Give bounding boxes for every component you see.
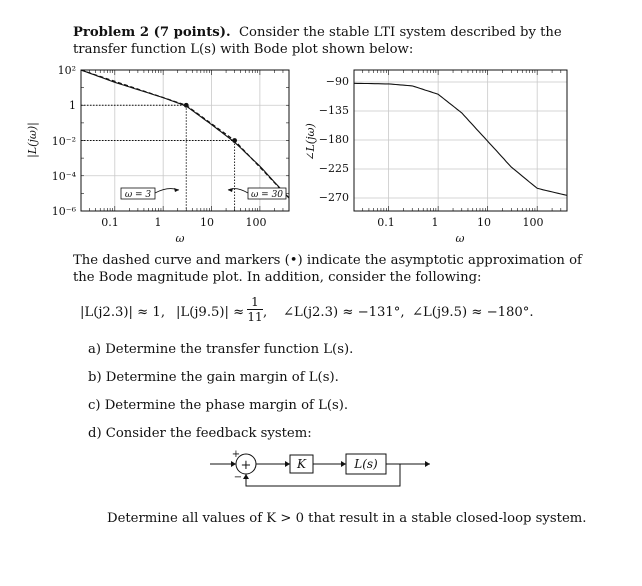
mag-xtick-4: 100 bbox=[245, 216, 267, 229]
mag-ylabel: |L(jω)| bbox=[26, 122, 39, 158]
ph-ylabel: ∠L(jω) bbox=[304, 123, 317, 161]
marker2-label: ω = 30 bbox=[250, 190, 284, 200]
mag-xtick-3: 10 bbox=[200, 216, 214, 229]
mag-ytick-2: 1 bbox=[69, 99, 76, 112]
feedback-arrowhead bbox=[243, 474, 249, 479]
marker2-arrowhead bbox=[228, 188, 233, 192]
final-question: Determine all values of K > 0 that result in a stable closed-loop system. bbox=[107, 511, 587, 526]
input-arrowhead bbox=[231, 461, 236, 467]
ph-xtick-1: 0.1 bbox=[377, 216, 395, 229]
magnitude-asymptote bbox=[81, 70, 289, 198]
paragraph-line-2: the Bode magnitude plot. In addition, consider the following: bbox=[73, 270, 482, 285]
phase-grid bbox=[354, 70, 567, 211]
phase-plot bbox=[300, 58, 580, 248]
ph-xtick-2: 1 bbox=[431, 216, 439, 229]
sum-symbol: + bbox=[240, 458, 252, 473]
output-arrowhead bbox=[425, 461, 430, 467]
mag-ytick-3: 10⁻² bbox=[51, 135, 76, 148]
ph-ytick-3: −180 bbox=[318, 133, 349, 146]
problem-heading bbox=[73, 24, 562, 41]
marker-point-1 bbox=[184, 103, 189, 108]
gain-label: K bbox=[297, 457, 306, 471]
question-c: c) Determine the phase margin of L(s). bbox=[88, 398, 349, 413]
ph-ytick-4: −225 bbox=[318, 162, 349, 175]
marker-point-2 bbox=[232, 138, 237, 143]
paragraph-line-1: The dashed curve and markers (•) indicate the asymptotic approximation of bbox=[73, 253, 582, 268]
eq-mag-2p3: |L(j2.3)| ≈ 1, bbox=[80, 305, 166, 320]
plant-label: L(s) bbox=[354, 457, 378, 471]
eq-fraction bbox=[247, 295, 263, 324]
mag-xlabel: ω bbox=[175, 232, 185, 245]
fraction-denominator: 11 bbox=[247, 310, 263, 324]
ph-ytick-2: −135 bbox=[318, 104, 349, 117]
magnitude-plot bbox=[0, 58, 300, 248]
k-to-plant-arrowhead bbox=[341, 461, 346, 467]
block-diagram bbox=[200, 446, 440, 492]
minus-sign: − bbox=[233, 472, 243, 483]
eq-mag-9p5: |L(j9.5)| ≈ bbox=[176, 305, 245, 320]
problem-intro-2: transfer function L(s) with Bode plot shown below: bbox=[73, 42, 414, 57]
question-d: d) Consider the feedback system: bbox=[88, 426, 312, 441]
ph-xlabel: ω bbox=[455, 232, 465, 245]
mag-xtick-1: 0.1 bbox=[101, 216, 119, 229]
mag-ytick-5: 10⁻⁶ bbox=[51, 205, 76, 218]
eq-phase-9p5: ∠L(j9.5) ≈ −180°. bbox=[412, 305, 534, 320]
problem-intro-1: Consider the stable LTI system described by the bbox=[238, 25, 562, 40]
mag-ytick-1: 10² bbox=[57, 64, 76, 77]
ph-ytick-1: −90 bbox=[325, 75, 349, 88]
ph-xtick-3: 10 bbox=[477, 216, 491, 229]
mag-ytick-4: 10⁻⁴ bbox=[51, 170, 76, 183]
eq-comma: , bbox=[263, 305, 268, 320]
plus-sign: + bbox=[231, 449, 241, 460]
marker1-arrowhead bbox=[174, 188, 179, 192]
question-b: b) Determine the gain margin of L(s). bbox=[88, 370, 339, 385]
phase-curve bbox=[354, 83, 567, 195]
mag-xtick-2: 1 bbox=[154, 216, 162, 229]
ph-ytick-5: −270 bbox=[318, 191, 349, 204]
marker1-label: ω = 3 bbox=[124, 190, 152, 200]
ph-xtick-4: 100 bbox=[522, 216, 544, 229]
phase-frame bbox=[354, 70, 567, 211]
sum-to-k-arrowhead bbox=[285, 461, 290, 467]
problem-title: Problem 2 (7 points). bbox=[73, 25, 231, 40]
eq-phase-2p3: ∠L(j2.3) ≈ −131°, bbox=[283, 305, 405, 320]
fraction-numerator: 1 bbox=[251, 295, 259, 309]
question-a: a) Determine the transfer function L(s). bbox=[88, 342, 354, 357]
magnitude-curve bbox=[81, 70, 289, 198]
phase-minor-ticks bbox=[354, 70, 567, 211]
